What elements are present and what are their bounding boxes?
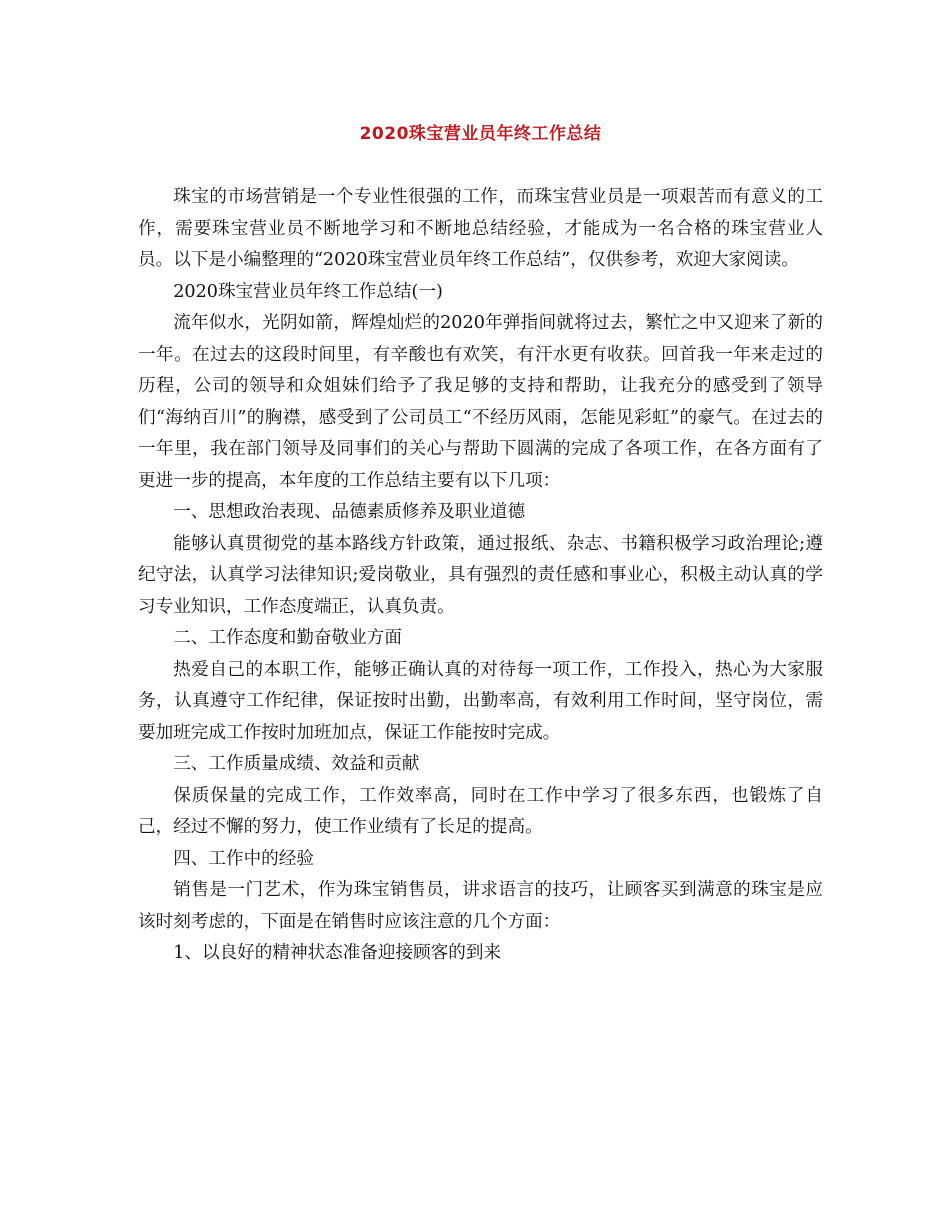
document-title: 2020珠宝营业员年终工作总结 — [359, 124, 602, 144]
paragraph-heading-4: 四、工作中的经验 — [173, 848, 314, 869]
paragraph-body-2: 热爱自己的本职工作，能够正确认真的对待每一项工作，工作投入，热心为大家服务，认真遵守工作纪律，保证按时出勤，出勤率高，有效利用工作时间，坚守岗位，需要加班完成工作按时加班加点，保证工作能按时完成。 — [138, 659, 823, 743]
paragraph-opening: 流年似水，光阴如箭，辉煌灿烂的2020年弹指间就将过去，繁忙之中又迎来了新的一年。在过去的这段时间里，有辛酸也有欢笑，有汗水更有收获。回首我一年来走过的历程，公司的领导和众姐妹们给予了我足够的支持和帮助，让我充分的感受到了领导们“海纳百川”的胸襟，感受到了公司员工“不经历风雨，怎能见彩虹”的豪气。在过去的一年里，我在部门领导及同事们的关心与帮助下圆满的完成了各项工作，在各方面有了更进一步的提高，本年度的工作总结主要有以下几项： — [138, 313, 823, 491]
paragraph-heading-2: 二、工作态度和勤奋敬业方面 — [173, 628, 402, 648]
document-body — [138, 182, 823, 970]
paragraph-intro: 珠宝的市场营销是一个专业性很强的工作，而珠宝营业员是一项艰苦而有意义的工作，需要珠宝营业员不断地学习和不断地总结经验，才能成为一名合格的珠宝营业人员。以下是小编整理的“2020珠宝营业员年终工作总结”，仅供参考，欢迎大家阅读。 — [138, 187, 823, 270]
paragraph-body-1: 能够认真贯彻党的基本路线方针政策，通过报纸、杂志、书籍积极学习政治理论;遵纪守法，认真学习法律知识;爱岗敬业，具有强烈的责任感和事业心，积极主动认真的学习专业知识，工作态度端正，认真负责。 — [138, 533, 823, 617]
paragraph-body-3: 保质保量的完成工作，工作效率高，同时在工作中学习了很多东西，也锻炼了自己，经过不懈的努力，使工作业绩有了长足的提高。 — [138, 785, 823, 837]
paragraph-heading-3: 三、工作质量成绩、效益和贡献 — [173, 754, 420, 774]
paragraph-body-4: 销售是一门艺术，作为珠宝销售员，讲求语言的技巧，让顾客买到满意的珠宝是应该时刻考虑的，下面是在销售时应该注意的几个方面： — [138, 880, 823, 932]
paragraph-heading-1: 一、思想政治表现、品德素质修养及职业道德 — [173, 502, 526, 522]
paragraph-section-heading: 2020珠宝营业员年终工作总结(一) — [173, 281, 443, 302]
paragraph-item-1: 1、以良好的精神状态准备迎接顾客的到来 — [173, 943, 502, 963]
